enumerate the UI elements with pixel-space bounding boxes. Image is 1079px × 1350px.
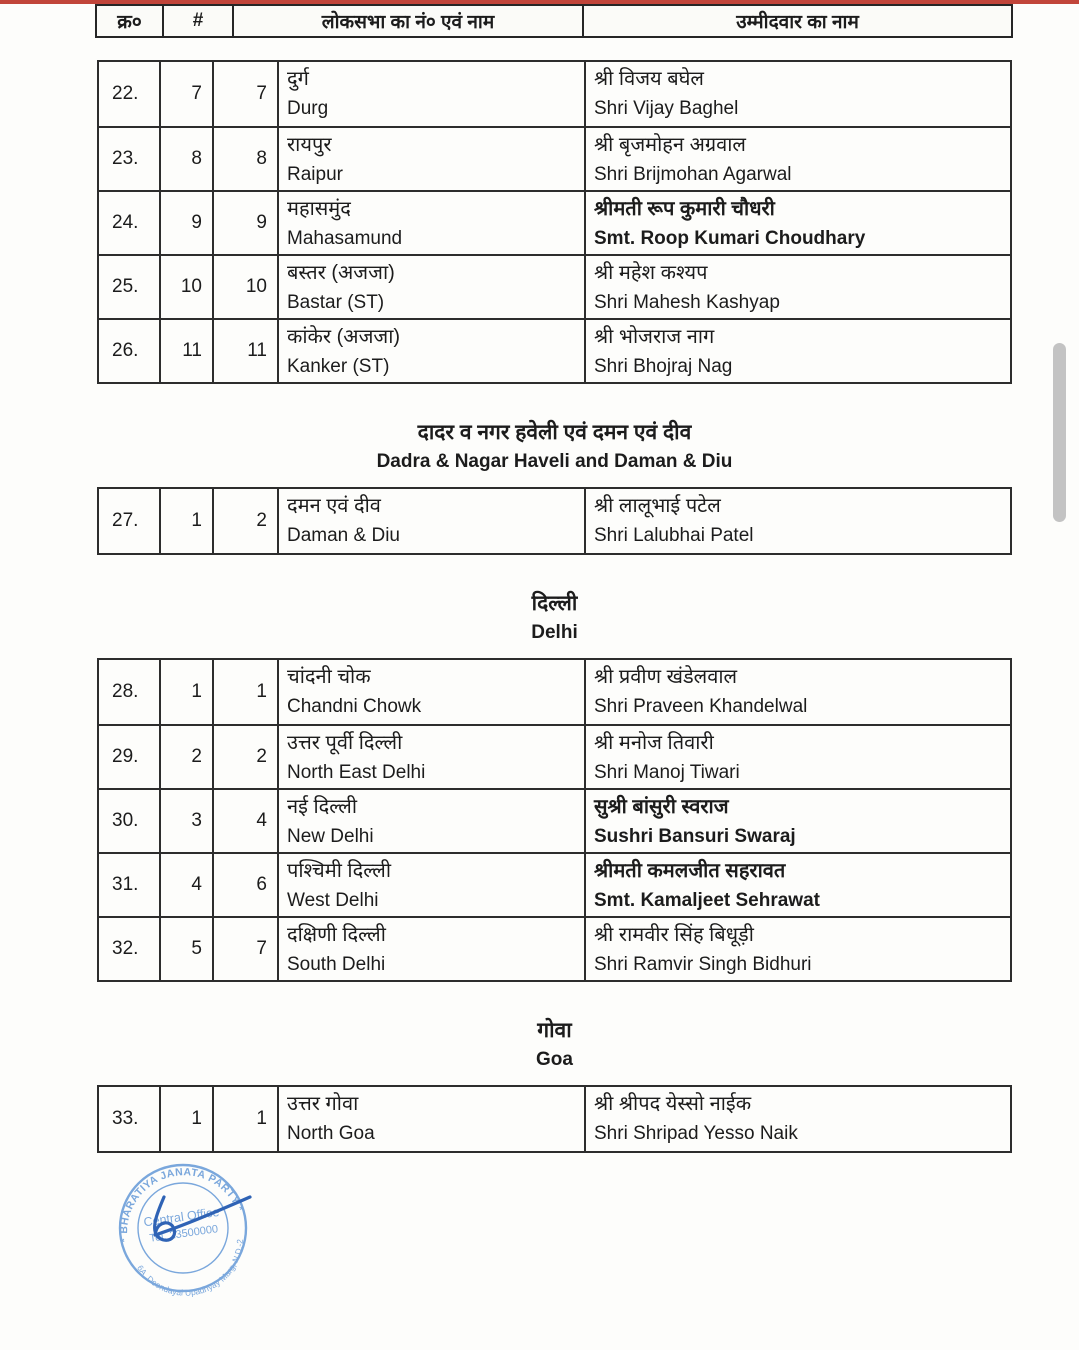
candidate-cell: [584, 790, 1010, 852]
candidate-english: Shri Praveen Khandelwal: [594, 696, 808, 717]
candidates-table: [97, 487, 1012, 555]
constituency-hindi: बस्तर (अजजा): [287, 262, 395, 284]
constituency-hindi: उत्तर पूर्वी दिल्ली: [287, 732, 403, 754]
table-row: [99, 660, 1010, 724]
candidate-cell: [584, 854, 1010, 916]
section-heading: [97, 1016, 1012, 1073]
state-seq-number-cell: 4: [159, 854, 212, 916]
constituency-number-cell: 6: [212, 854, 277, 916]
candidate-hindi: श्री लालूभाई पटेल: [594, 495, 721, 517]
candidate-hindi: श्री रामवीर सिंह बिधूड़ी: [594, 924, 754, 946]
constituency-cell: [277, 854, 584, 916]
constituency-number-cell: 9: [212, 192, 277, 254]
candidate-cell: [584, 918, 1010, 980]
party-stamp: [108, 1153, 258, 1303]
section-heading: [97, 418, 1012, 475]
section-heading-english: Dadra & Nagar Haveli and Daman & Diu: [376, 451, 733, 472]
constituency-hindi: दक्षिणी दिल्ली: [287, 924, 386, 946]
table-row: [99, 318, 1010, 382]
candidate-hindi: श्रीमती कमलजीत सहरावत: [594, 860, 786, 882]
table-row: [99, 190, 1010, 254]
section-heading-hindi: गोवा: [537, 1019, 572, 1042]
candidate-cell: [584, 62, 1010, 126]
candidate-cell: [584, 489, 1010, 553]
state-seq-number-cell: 7: [159, 62, 212, 126]
serial-number-cell: 30.: [112, 810, 139, 831]
constituency-number-cell: 10: [212, 256, 277, 318]
section-heading-hindi: दिल्ली: [531, 592, 578, 615]
candidate-hindi: श्री मनोज तिवारी: [594, 732, 714, 754]
constituency-english: Bastar (ST): [287, 292, 385, 313]
constituency-cell: [277, 256, 584, 318]
state-seq-number-cell: 8: [159, 128, 212, 190]
candidate-hindi: श्री श्रीपद येस्सो नाईक: [594, 1093, 752, 1115]
candidate-cell: [584, 1087, 1010, 1151]
constituency-english: Mahasamund: [287, 228, 403, 249]
constituency-hindi: चांदनी चोक: [287, 666, 371, 688]
stamp-center-line2: Tel. 23500000: [148, 1223, 219, 1245]
serial-number-cell: 29.: [112, 746, 139, 767]
candidate-english: Shri Ramvir Singh Bidhuri: [594, 954, 812, 975]
constituency-english: Durg: [287, 98, 329, 119]
candidate-english: Shri Manoj Tiwari: [594, 762, 740, 783]
table-row: [99, 852, 1010, 916]
serial-number-cell: 22.: [112, 83, 139, 104]
table-row: [99, 62, 1010, 126]
constituency-number-cell: 1: [212, 1087, 277, 1151]
constituency-number-cell: 7: [212, 918, 277, 980]
constituency-cell: [277, 62, 584, 126]
header-constituency: लोकसभा का नं० एवं नाम: [232, 6, 582, 36]
constituency-hindi: दमन एवं दीव: [287, 495, 381, 517]
serial-number-cell: 32.: [112, 938, 139, 959]
constituency-hindi: दुर्ग: [287, 68, 309, 90]
constituency-english: New Delhi: [287, 826, 374, 847]
candidate-sections: [0, 38, 1079, 1153]
candidate-english: Shri Brijmohan Agarwal: [594, 164, 792, 185]
table-row: [99, 126, 1010, 190]
candidate-cell: [584, 192, 1010, 254]
constituency-cell: [277, 726, 584, 788]
state-seq-number-cell: 11: [159, 320, 212, 382]
constituency-english: Daman & Diu: [287, 525, 400, 546]
state-seq-number-cell: 1: [159, 489, 212, 553]
constituency-english: West Delhi: [287, 890, 379, 911]
constituency-hindi: महासमुंद: [287, 198, 351, 220]
section-heading-english: Delhi: [531, 622, 578, 643]
constituency-cell: [277, 660, 584, 724]
constituency-hindi: पश्चिमी दिल्ली: [287, 860, 391, 882]
serial-number-cell: 33.: [112, 1108, 139, 1129]
constituency-cell: [277, 192, 584, 254]
table-row: [99, 254, 1010, 318]
section-heading-hindi: दादर व नगर हवेली एवं दमन एवं दीव: [417, 421, 692, 444]
stamp-arc-bottom-text: 6A, Deendayal Upadhyay Marg, N.D.-2: [135, 1238, 245, 1298]
constituency-hindi: कांकेर (अजजा): [287, 326, 401, 348]
constituency-english: Raipur: [287, 164, 343, 185]
constituency-number-cell: 11: [212, 320, 277, 382]
serial-number-cell: 23.: [112, 148, 139, 169]
candidate-english: Shri Bhojraj Nag: [594, 356, 733, 377]
candidate-hindi: श्री बृजमोहन अग्रवाल: [594, 134, 746, 156]
constituency-english: Kanker (ST): [287, 356, 390, 377]
candidates-table: [97, 1085, 1012, 1153]
constituency-cell: [277, 918, 584, 980]
constituency-number-cell: 8: [212, 128, 277, 190]
table-header-row: [95, 4, 1013, 38]
constituency-english: Chandni Chowk: [287, 696, 422, 717]
candidate-cell: [584, 256, 1010, 318]
constituency-number-cell: 2: [212, 726, 277, 788]
candidate-cell: [584, 660, 1010, 724]
candidate-hindi: श्री महेश कश्यप: [594, 262, 708, 284]
candidate-english: Shri Mahesh Kashyap: [594, 292, 780, 313]
header-hash: #: [162, 6, 232, 36]
candidate-english: Smt. Kamaljeet Sehrawat: [594, 890, 820, 911]
constituency-hindi: उत्तर गोवा: [287, 1093, 359, 1115]
table-row: [99, 1087, 1010, 1151]
state-seq-number-cell: 3: [159, 790, 212, 852]
serial-number-cell: 24.: [112, 212, 139, 233]
vertical-scrollbar-thumb[interactable]: [1053, 343, 1066, 522]
candidate-hindi: सुश्री बांसुरी स्वराज: [594, 796, 729, 818]
candidate-hindi: श्री विजय बघेल: [594, 68, 704, 90]
candidate-english: Shri Lalubhai Patel: [594, 525, 754, 546]
candidate-english: Smt. Roop Kumari Choudhary: [594, 228, 866, 249]
candidate-cell: [584, 726, 1010, 788]
serial-number-cell: 27.: [112, 510, 139, 531]
serial-number-cell: 25.: [112, 276, 139, 297]
candidate-english: Sushri Bansuri Swaraj: [594, 826, 796, 847]
constituency-number-cell: 4: [212, 790, 277, 852]
header-candidate: उम्मीदवार का नाम: [582, 6, 1011, 36]
constituency-cell: [277, 128, 584, 190]
state-seq-number-cell: 2: [159, 726, 212, 788]
candidate-cell: [584, 128, 1010, 190]
candidate-english: Shri Shripad Yesso Naik: [594, 1123, 798, 1144]
state-seq-number-cell: 1: [159, 1087, 212, 1151]
section-heading-english: Goa: [536, 1049, 573, 1070]
stamp-center-line1: Central Office: [142, 1204, 221, 1230]
constituency-number-cell: 7: [212, 62, 277, 126]
constituency-cell: [277, 489, 584, 553]
candidates-table: [97, 60, 1012, 384]
constituency-cell: [277, 1087, 584, 1151]
table-row: [99, 724, 1010, 788]
table-row: [99, 916, 1010, 980]
stamp-graphic: [108, 1153, 258, 1303]
serial-number-cell: 26.: [112, 340, 139, 361]
constituency-hindi: नई दिल्ली: [287, 796, 358, 818]
state-seq-number-cell: 10: [159, 256, 212, 318]
candidate-hindi: श्रीमती रूप कुमारी चौधरी: [594, 198, 775, 220]
candidates-table: [97, 658, 1012, 982]
constituency-number-cell: 1: [212, 660, 277, 724]
constituency-cell: [277, 790, 584, 852]
header-serial: क्र०: [117, 12, 142, 33]
constituency-english: North Goa: [287, 1123, 375, 1144]
serial-number-cell: 28.: [112, 681, 139, 702]
candidate-english: Shri Vijay Baghel: [594, 98, 739, 119]
constituency-cell: [277, 320, 584, 382]
constituency-english: South Delhi: [287, 954, 386, 975]
section-heading: [97, 589, 1012, 646]
svg-text:6A, Deendayal Upadhyay Marg, N: [134, 1236, 256, 1303]
table-row: [99, 788, 1010, 852]
candidate-hindi: श्री प्रवीण खंडेलवाल: [594, 666, 738, 688]
state-seq-number-cell: 9: [159, 192, 212, 254]
constituency-number-cell: 2: [212, 489, 277, 553]
state-seq-number-cell: 5: [159, 918, 212, 980]
candidate-cell: [584, 320, 1010, 382]
constituency-english: North East Delhi: [287, 762, 426, 783]
candidate-hindi: श्री भोजराज नाग: [594, 326, 715, 348]
table-row: [99, 489, 1010, 553]
state-seq-number-cell: 1: [159, 660, 212, 724]
stamp-arc-top-text: * BHARATIYA JANATA PARTY *: [118, 1166, 246, 1244]
serial-number-cell: 31.: [112, 874, 139, 895]
constituency-hindi: रायपुर: [287, 134, 332, 156]
